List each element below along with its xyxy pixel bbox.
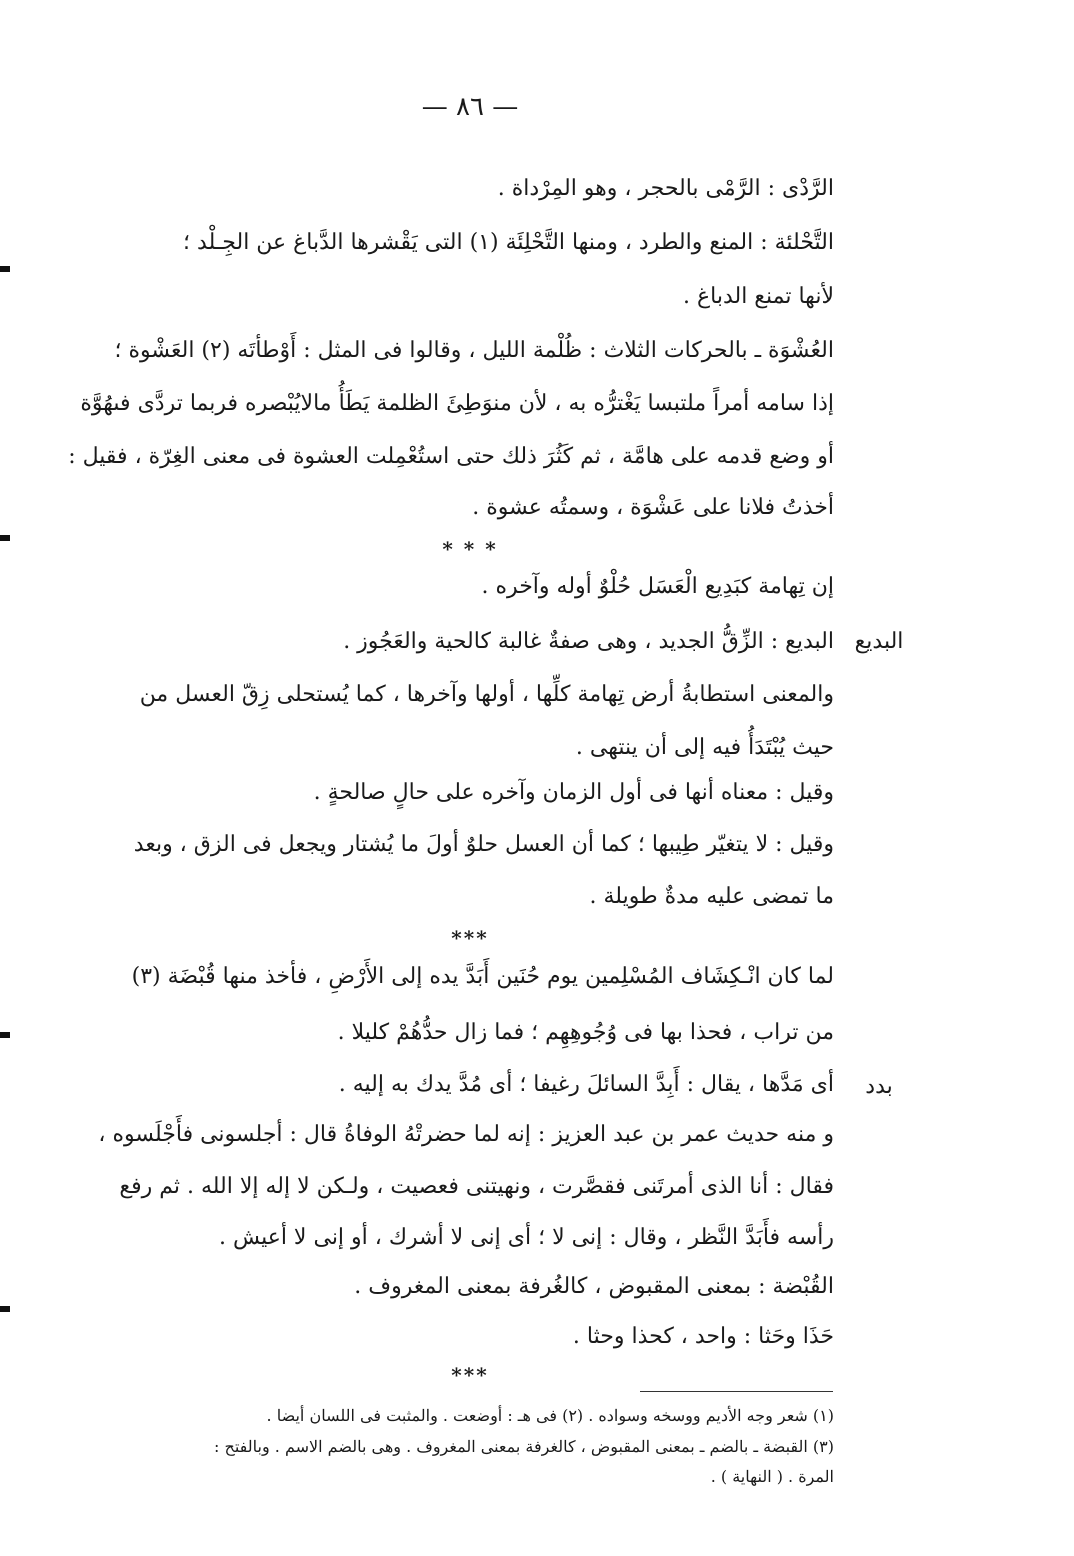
text-line: العُشْوَة ـ بالحركات الثلاث : ظُلْمة الليل ، وقالوا فى المثل : أَوْطأتَه (٢) العَشْوة ؛	[114, 338, 834, 363]
text-line: فقال : أنا الذى أمرتَنى فقصَّرت ، ونهيتنى فعصيت ، ولـكن لا إله إلا الله . ثم رفع	[119, 1174, 834, 1199]
footnote-rule	[640, 1391, 833, 1392]
scan-edge-mark	[0, 535, 10, 541]
page-number: — ٨٦ —	[421, 92, 519, 122]
scan-edge-mark	[0, 1032, 10, 1038]
text-line: البديع : الزِّقُّ الجديد ، وهى صفةٌ غالبة كالحية والعَجُوز .	[343, 629, 834, 654]
text-line: إذا سامه أمراً ملتبسا يَغْترُّه به ، لأن منوَطِئَ الظلمة يَطَأُ مالايُبْصره فربما تردَّى فىهُوَّة	[80, 391, 834, 416]
footnote: المرة . ( النهاية ) .	[710, 1467, 834, 1486]
text-line: وقيل : لا يتغيّر طِيبها ؛ كما أن العسل حلوٌ أولَ ما يُشتار ويجعل فى الزق ، وبعد	[133, 832, 834, 857]
text-line: لما كان انْـكِشَاف المُسْلِمين يوم حُنَين أَبَدَّ يده إلى الأَرْضِ ، فأخذ منها قُبْضَة (٣)	[131, 964, 834, 989]
margin-note: البديع	[854, 629, 904, 654]
section-separator: ***	[451, 1363, 489, 1387]
text-line: رأسه فأَبَدَّ النَّظر ، وقال : إنى لا ؛ أى إنى لا أشرك ، أو إنى لا أعيش .	[219, 1225, 834, 1250]
text-line: أى مَدَّها ، يقال : أَبِدَّ السائلَ رغيفا ؛ أى مُدَّ يدك به إليه .	[338, 1072, 834, 1097]
text-line: التَّحْلئة : المنع والطرد ، ومنها التَّحْلِئَة (١) التى يَقْشرها الدَّباغ عن الجِـلْد ؛	[183, 230, 834, 255]
text-line: أخذتُ فلانا على عَشْوَة ، وسمتُه عشوة .	[472, 495, 834, 520]
margin-note: بدد	[865, 1074, 893, 1099]
text-line: أو وضع قدمه على هامَّة ، ثم كَثُرَ ذلك حتى استُعْمِلت العشوة فى معنى الغِرّة ، فقيل :	[68, 444, 834, 469]
section-separator: ***	[451, 926, 489, 950]
section-separator: * * *	[442, 537, 498, 561]
text-line: لأنها تمنع الدباغ .	[683, 284, 834, 309]
text-line: وقيل : معناه أنها فى أول الزمان وآخره على حالٍ صالحةٍ .	[313, 780, 834, 805]
text-line: إن تِهامة كبَدِيع الْعَسَل حُلْوٌ أوله وآخره .	[481, 574, 834, 599]
scan-edge-mark	[0, 1306, 10, 1312]
text-line: ما تمضى عليه مدةٌ طويلة .	[589, 884, 834, 909]
text-line: حَذَا وحَثا : واحد ، كحذا وحثا .	[572, 1324, 834, 1349]
footnote: (٣) القبضة ـ بالضم ـ بمعنى المقبوض ، كالغرفة بمعنى المغروف . وهى بالضم الاسم . وبالفتح :	[214, 1437, 834, 1456]
text-line: القُبْضة : بمعنى المقبوض ، كالغُرفة بمعنى المغروف .	[354, 1274, 834, 1299]
text-line: من تراب ، فحذا بها فى وُجُوهِهِم ؛ فما زال حدُّهُمْ كليلا .	[337, 1020, 834, 1045]
text-line: والمعنى استطابةُ أرض تِهامة كلِّها ، أولها وآخرها ، كما يُستحلى زِقّ العسل من	[139, 682, 834, 707]
text-line: و منه حديث عمر بن عبد العزيز : إنه لما حضرتْهُ الوفاةُ قال : أجلسونى فأَجْلَسوه ،	[98, 1122, 834, 1147]
footnote: (١) شعر وجه الأديم ووسخه وسواده . (٢) فى هـ : أوضعت . والمثبت فى اللسان أيضا .	[266, 1406, 834, 1425]
scan-edge-mark	[0, 266, 10, 272]
text-line: حيث يُبْتَدَأُ فيه إلى أن ينتهى .	[575, 735, 834, 760]
text-line: الرَّدْى : الرَّمْى بالحجر ، وهو المِرْداة .	[497, 176, 834, 201]
